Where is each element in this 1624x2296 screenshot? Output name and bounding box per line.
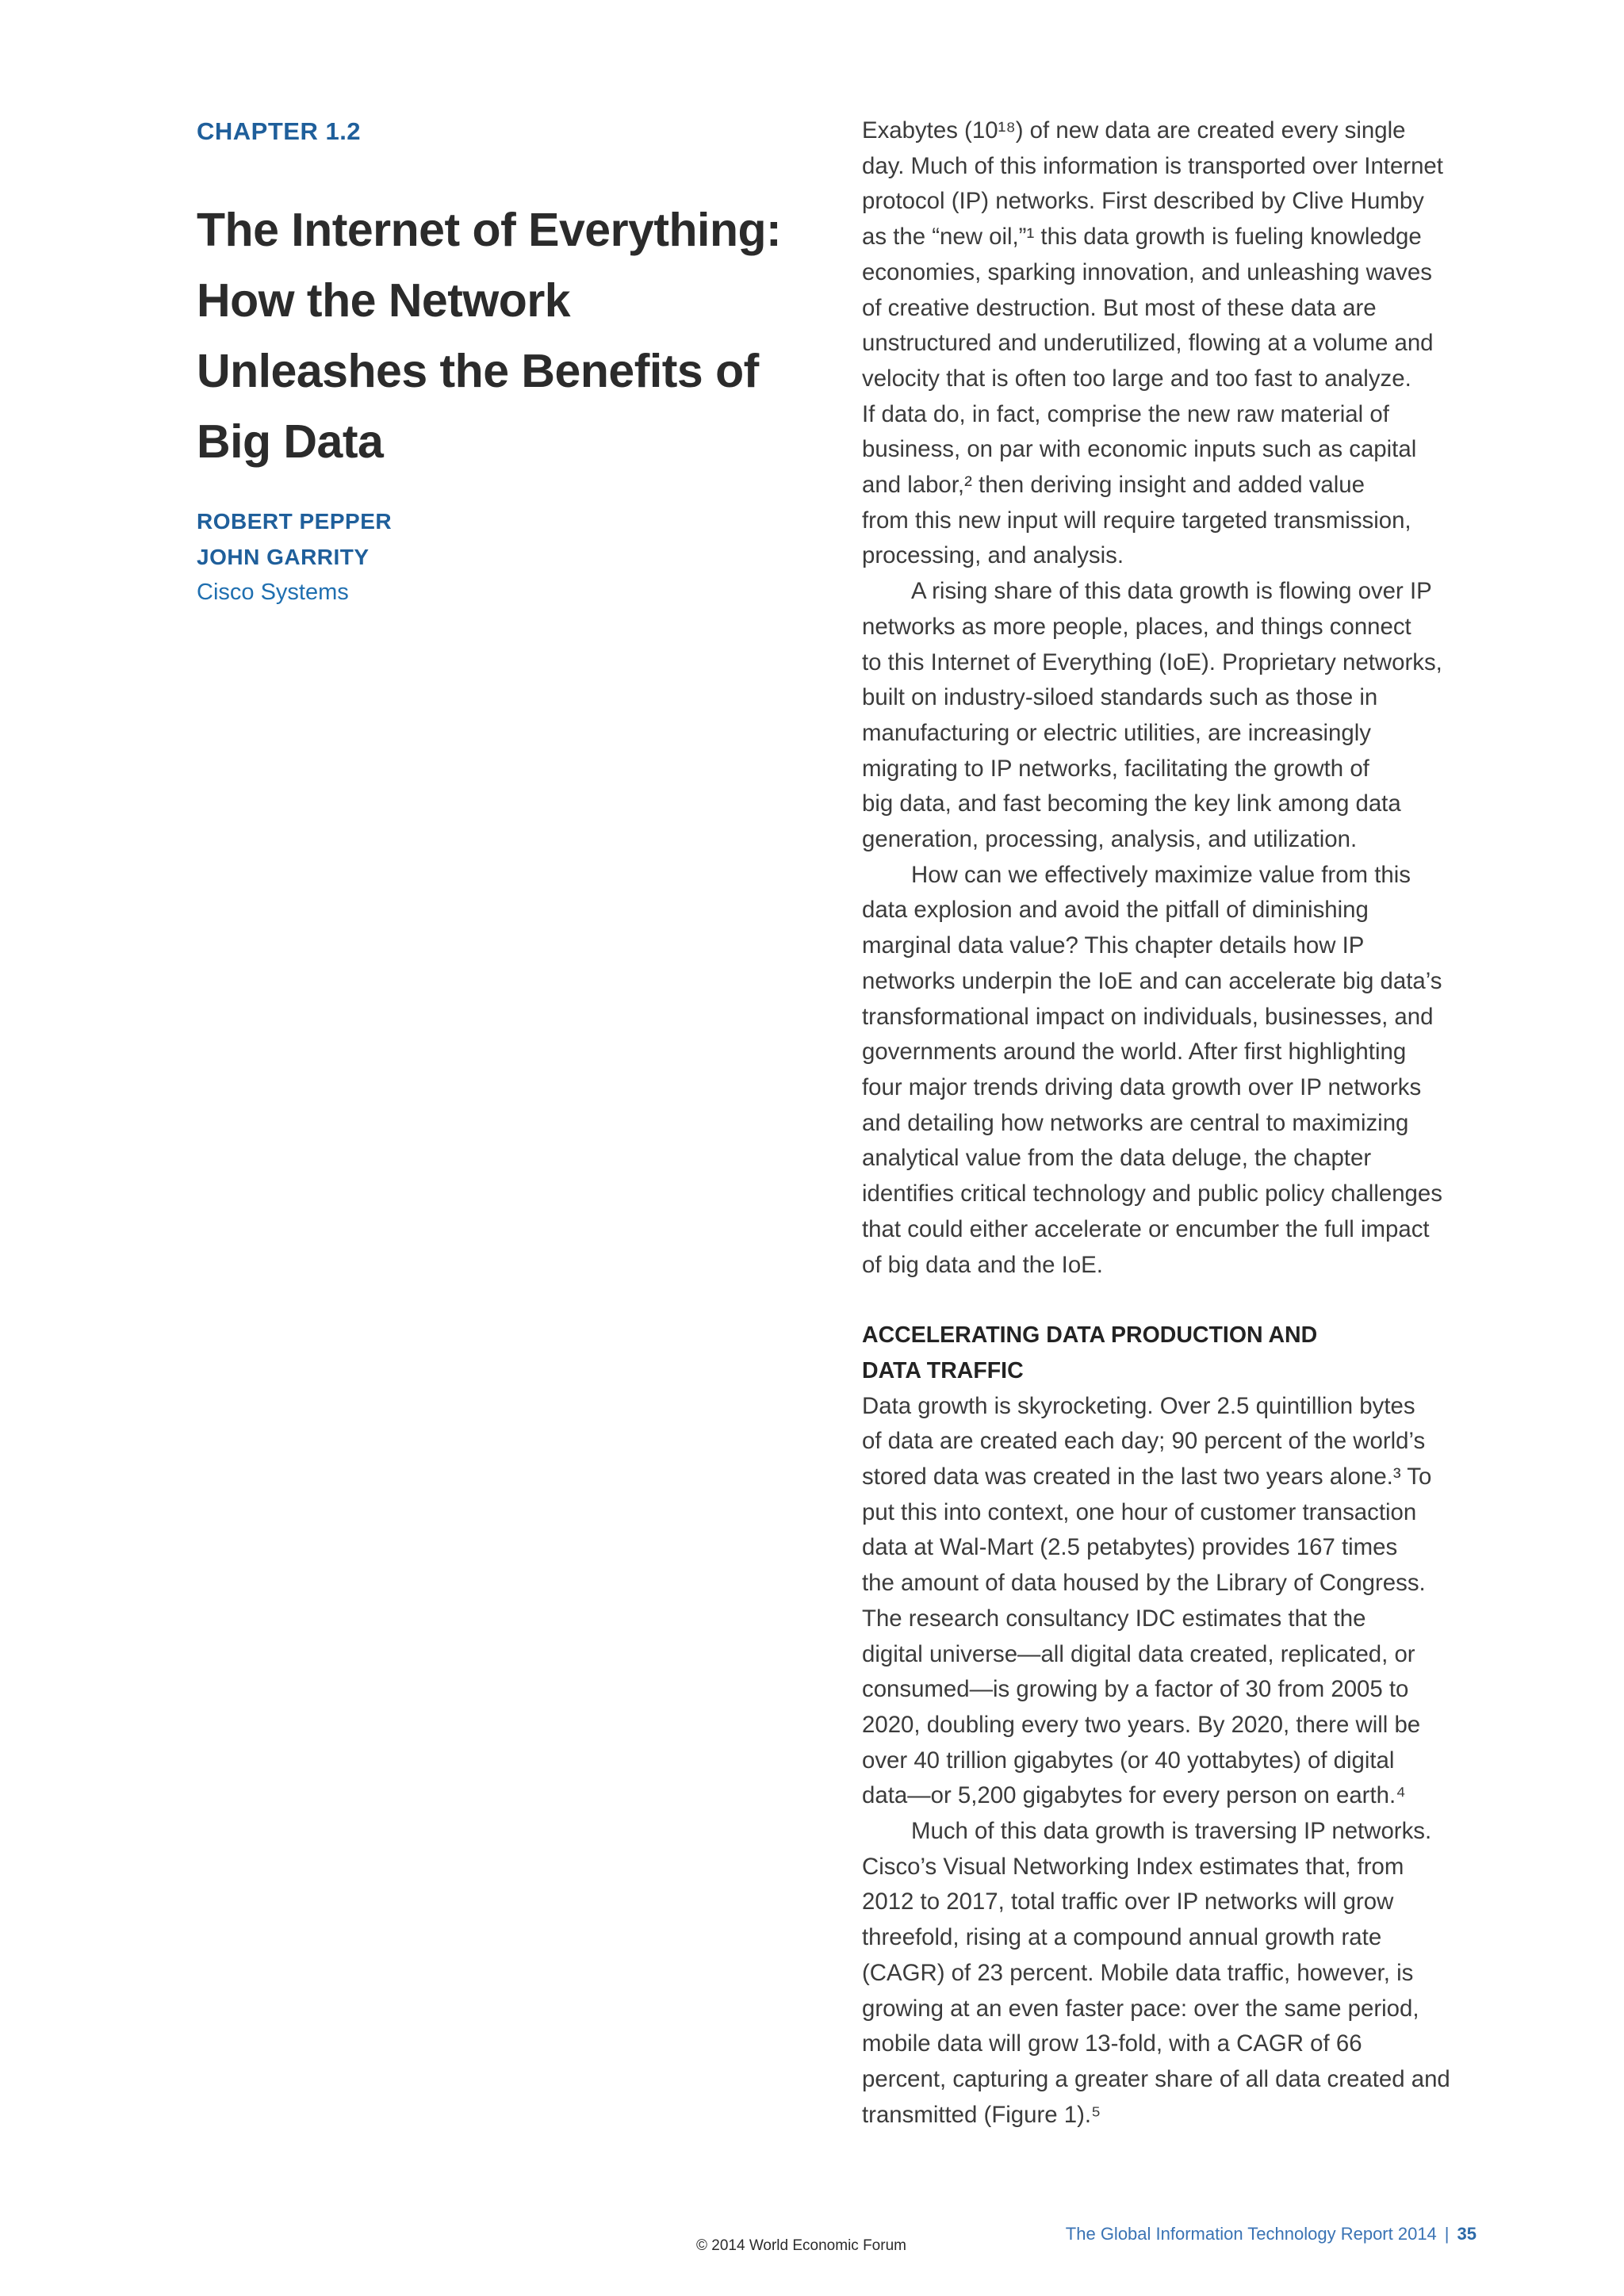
author-name: JOHN GARRITY (197, 545, 370, 569)
title-line: Big Data (197, 415, 384, 468)
chapter-label: CHAPTER 1.2 (197, 117, 362, 145)
body-paragraph: A rising share of this data growth is flowing over IP networks as more people, places, and things connect to this Internet of Everything (IoE). Proprietary networks, built on industry-siloed standards such as those in manufacturing or electric utilities, are increasingly migrating to IP networks, facilitating the growth of big data, and fast becoming the key link among data generation, processing, analysis, and utilization. (862, 578, 1442, 853)
chapter-title (197, 195, 831, 477)
author-affiliation: Cisco Systems (197, 580, 349, 605)
title-line: The Internet of Everything: (197, 204, 782, 256)
title-line: How the Network (197, 274, 571, 327)
section-heading: ACCELERATING DATA PRODUCTION AND DATA TRAFFIC (862, 1322, 1318, 1383)
author-block (197, 503, 392, 610)
title-line: Unleashes the Benefits of (197, 345, 759, 397)
copyright-notice: © 2014 World Economic Forum (696, 2237, 906, 2254)
body-paragraph: Data growth is skyrocketing. Over 2.5 quintillion bytes of data are created each day; 90 percent of the world’s stored data was created in the last two years alone.³ To put this into context, one hour of customer transaction data at Wal-Mart (2.5 petabytes) provides 167 times the amount of data housed by the Library of Congress. The research consultancy IDC estimates that the digital universe—all digital data created, replicated, or consumed—is growing by a factor of 30 from 2005 to 2020, doubling every two years. By 2020, there will be over 40 trillion gigabytes (or 40 yottabytes) of digital data—or 5,200 gigabytes for every person on earth.⁴ (862, 1392, 1432, 1809)
report-title: The Global Information Technology Report 2014 (1065, 2224, 1437, 2244)
body-column (862, 113, 1496, 2133)
body-paragraph: How can we effectively maximize value from this data explosion and avoid the pitfall of diminishing marginal data value? This chapter details how IP networks underpin the IoE and can accelerate big data’s transformational impact on individuals, businesses, and governments around the world. After first highlighting four major trends driving data growth over IP networks and detailing how networks are central to maximizing analytical value from the data deluge, the chapter identifies critical technology and public policy challenges that could either accelerate or encumber the full impact of big data and the IoE. (862, 861, 1442, 1278)
footer-separator: | (1444, 2224, 1450, 2244)
body-paragraph: Exabytes (10¹⁸) of new data are created every single day. Much of this information is transported over Internet protocol (IP) networks. First described by Clive Humby as the “new oil,”¹ this data growth is fueling knowledge economies, sparking innovation, and unleashing waves of creative destruction. But most of these data are unstructured and underutilized, flowing at a volume and velocity that is often too large and too fast to analyze. If data do, in fact, comprise the new raw material of business, on par with economic inputs such as capital and labor,² then deriving insight and added value from this new input will require targeted transmission, processing, and analysis. (862, 117, 1443, 569)
page-number: 35 (1457, 2224, 1477, 2244)
body-paragraph: Much of this data growth is traversing IP networks. Cisco’s Visual Networking Index estimates that, from 2012 to 2017, total traffic over IP networks will grow threefold, rising at a compound annual growth rate (CAGR) of 23 percent. Mobile data traffic, however, is growing at an even faster pace: over the same period, mobile data will grow 13-fold, with a CAGR of 66 percent, capturing a greater share of all data created and transmitted (Figure 1).⁵ (862, 1818, 1450, 2128)
author-name: ROBERT PEPPER (197, 509, 393, 534)
running-footer (1066, 2224, 1477, 2244)
